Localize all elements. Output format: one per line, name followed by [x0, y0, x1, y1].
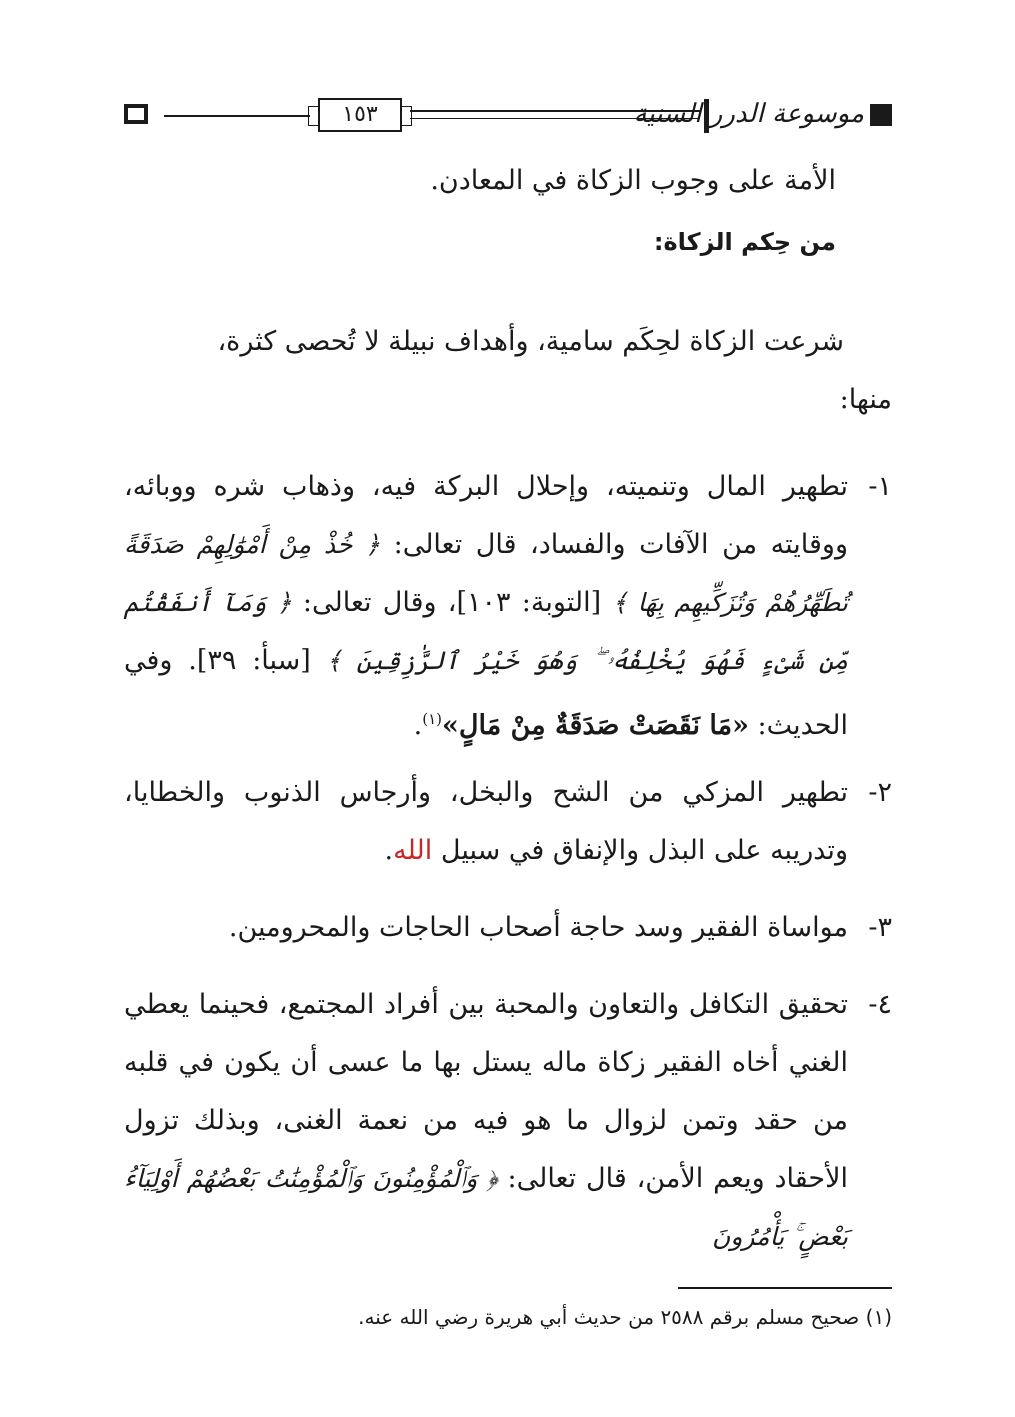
quran-verse: ﴿ وَٱلْمُؤْمِنُونَ وَٱلْمُؤْمِنَٰتُ بَعْضُهُمْ أَوْلِيَآءُ بَعْضٍ ۚ يَأْمُرُونَ [124, 1164, 848, 1251]
header-rule [164, 115, 310, 117]
item-text: تطهير المزكي من الشح والبخل، وأرجاس الذنوب والخطايا، وتدريبه على البذل والإنفاق في سبيل الله. [124, 777, 848, 866]
item-text: تطهير المال وتنميته، وإحلال البركة فيه، وذهاب شره ووبائه، ووقايته من الآفات والفساد، قال تعالى: ﴿ خُذْ مِنْ أَمْوَٰلِهِمْ صَدَقَةً تُطَهِّرُهُمْ وَتُزَكِّيهِم بِهَا ﴾ [التوبة: ١٠٣]، وقال تعالى: ﴿ وَمَآ أَنفَقْتُم مِّن شَىْءٍ فَهُوَ يُخْلِفُهُۥ ۖ وَهُوَ خَيْرُ ٱلرَّٰزِقِينَ ﴾ [سبأ: ٣٩]. وفي الحديث: «مَا نَقَصَتْ صَدَقَةٌ مِنْ مَالٍ»$^{(١)}$. [124, 471, 849, 741]
item-number: ١- [868, 471, 892, 502]
continuation-line: الأمة على وجوب الزكاة في المعادن. [430, 165, 836, 196]
header-ornament-right [870, 104, 892, 126]
list-item [124, 899, 892, 957]
intro-paragraph [124, 313, 892, 429]
list-item [124, 976, 892, 1266]
item-number: ٤- [868, 989, 892, 1020]
intro-line-1: شرعت الزكاة لحِكَم سامية، وأهداف نبيلة لا تُحصى كثرة، [217, 326, 844, 357]
series-title: موسوعة الدرر السنية [633, 99, 864, 129]
header-ornament-left [124, 104, 148, 124]
item-text: تحقيق التكافل والتعاون والمحبة بين أفراد المجتمع، فحينما يعطي الغني أخاه الفقير زكاة ماله يستل بها ما عسى أن يكون في قلبه من حقد وتمن لزوال ما هو فيه من نعمة الغنى، وبذلك تزول الأحقاد ويعم الأمن، قال تعالى: ﴿ وَٱلْمُؤْمِنُونَ وَٱلْمُؤْمِنَٰتُ بَعْضُهُمْ أَوْلِيَآءُ بَعْضٍ ۚ يَأْمُرُونَ [124, 989, 848, 1251]
divine-name: الله [393, 835, 433, 866]
section-heading: من حِكم الزكاة: [653, 228, 836, 256]
quran-verse: ﴿ وَمَآ أَنفَقْتُم مِّن شَىْءٍ فَهُوَ يُخْلِفُهُۥ ۖ وَهُوَ خَيْرُ ٱلرَّٰزِقِينَ ﴾ [124, 588, 849, 675]
list-item [124, 764, 892, 880]
page-header [124, 96, 892, 136]
footnote: (١) صحيح مسلم برقم ٢٥٨٨ من حديث أبي هريرة رضي الله عنه. [358, 1305, 892, 1329]
footnote-marker[interactable]: (١) [422, 710, 442, 728]
footnote-rule [678, 1287, 892, 1289]
list-item [124, 458, 892, 755]
hadith-quote: «مَا نَقَصَتْ صَدَقَةٌ مِنْ مَالٍ» [442, 710, 749, 741]
item-number: ٣- [868, 912, 892, 943]
intro-line-2: منها: [839, 384, 892, 415]
item-number: ٢- [868, 777, 892, 808]
quran-verse: ﴿ خُذْ مِنْ أَمْوَٰلِهِمْ صَدَقَةً تُطَهِّرُهُمْ وَتُزَكِّيهِم بِهَا ﴾ [124, 530, 848, 617]
page-number: ١٥٣ [318, 98, 402, 132]
item-text: مواساة الفقير وسد حاجة أصحاب الحاجات والمحرومين. [228, 912, 848, 943]
